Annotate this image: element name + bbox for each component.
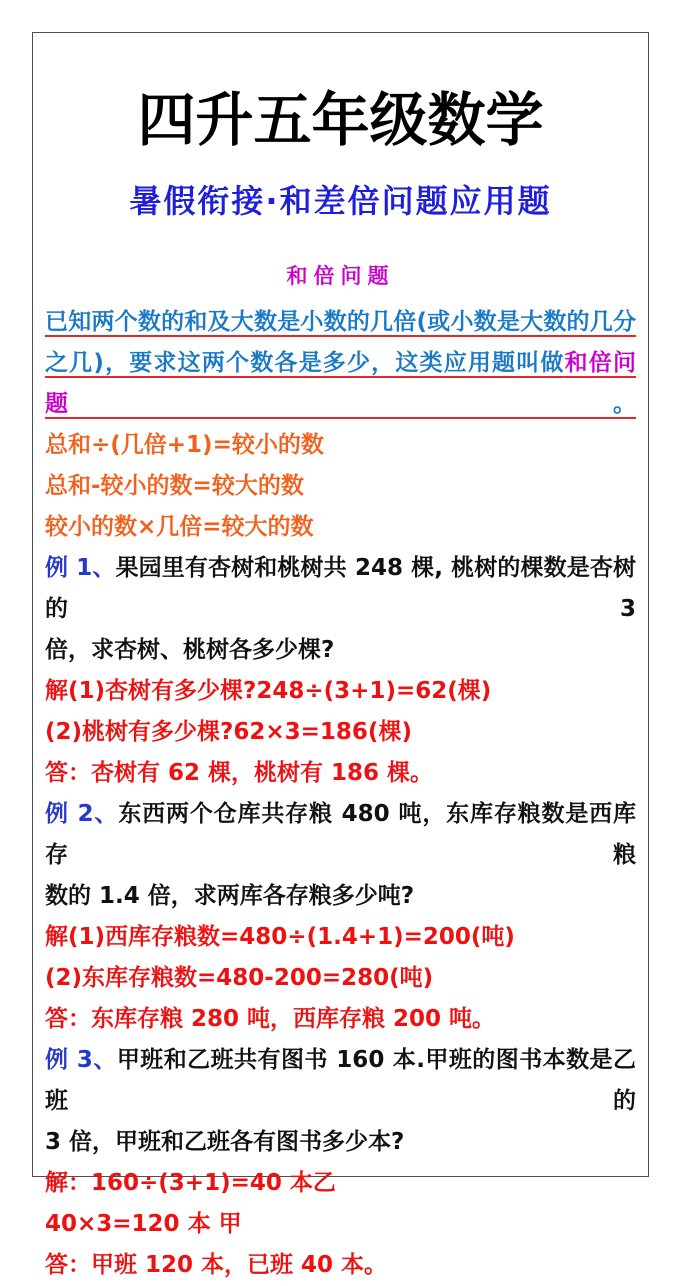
example-1-solution-line-2: (2)桃树有多少棵?62×3=186(棵) (45, 719, 412, 745)
page-title: 四升五年级数学 (137, 86, 544, 154)
definition-term: 和倍问题 (45, 350, 636, 417)
definition-period: 。 (613, 391, 636, 417)
page-content (33, 86, 648, 1286)
definition-line-2 (45, 343, 636, 425)
worksheet-page (32, 32, 649, 1278)
example-3-answer-line: 答：甲班 120 本，已班 40 本。 (45, 1252, 388, 1278)
example-2-problem-text: 东西两个仓库共存粮 480 吨，东库存粮数是西库存粮 (45, 801, 636, 868)
example-1-problem-line-2: 倍，求杏树、桃树各多少棵? (45, 637, 335, 663)
example-1-label: 例 1、 (45, 555, 116, 581)
example-1-problem-line-1 (45, 548, 636, 630)
example-1-answer-line: 答：杏树有 62 棵，桃树有 186 棵。 (45, 760, 434, 786)
definition-line-2-lead: 之几)，要求这两个数各是多少，这类应用题叫做 (45, 350, 565, 376)
section-heading: 和倍问题 (286, 264, 395, 288)
body-text-block (45, 302, 636, 1286)
example-2-problem-line-1 (45, 794, 636, 876)
example-2-solution-line-1: 解(1)西库存粮数=480÷(1.4+1)=200(吨) (45, 924, 515, 950)
example-2-solution-line-2: (2)东库存粮数=480-200=280(吨) (45, 965, 434, 991)
example-3-label: 例 3、 (45, 1047, 117, 1073)
example-2-problem-line-2: 数的 1.4 倍，求两库各存粮多少吨? (45, 883, 415, 909)
example-3-problem-line-2: 3 倍，甲班和乙班各有图书多少本? (45, 1129, 405, 1155)
formula-line-2: 总和-较小的数=较大的数 (45, 473, 304, 499)
definition-line-1: 已知两个数的和及大数是小数的几倍(或小数是大数的几分 (45, 309, 636, 335)
formula-line-1: 总和÷(几倍+1)=较小的数 (45, 432, 324, 458)
example-2-answer-line: 答：东库存粮 280 吨，西库存粮 200 吨。 (45, 1006, 496, 1032)
example-1-problem-text: 果园里有杏树和桃树共 248 棵, 桃树的棵数是杏树的 3 (45, 555, 636, 622)
example-2-label: 例 2、 (45, 801, 119, 827)
example-1-solution-line-1: 解(1)杏树有多少棵?248÷(3+1)=62(棵) (45, 678, 492, 704)
formula-line-3: 较小的数×几倍=较大的数 (45, 514, 314, 540)
example-3-solution-line-1: 解：160÷(3+1)=40 本乙 (45, 1170, 336, 1196)
page-subtitle: 暑假衔接·和差倍问题应用题 (129, 182, 552, 220)
example-3-problem-line-1 (45, 1040, 636, 1122)
example-3-solution-line-2: 40×3=120 本 甲 (45, 1211, 242, 1237)
example-3-problem-text: 甲班和乙班共有图书 160 本.甲班的图书本数是乙班的 (45, 1047, 636, 1114)
